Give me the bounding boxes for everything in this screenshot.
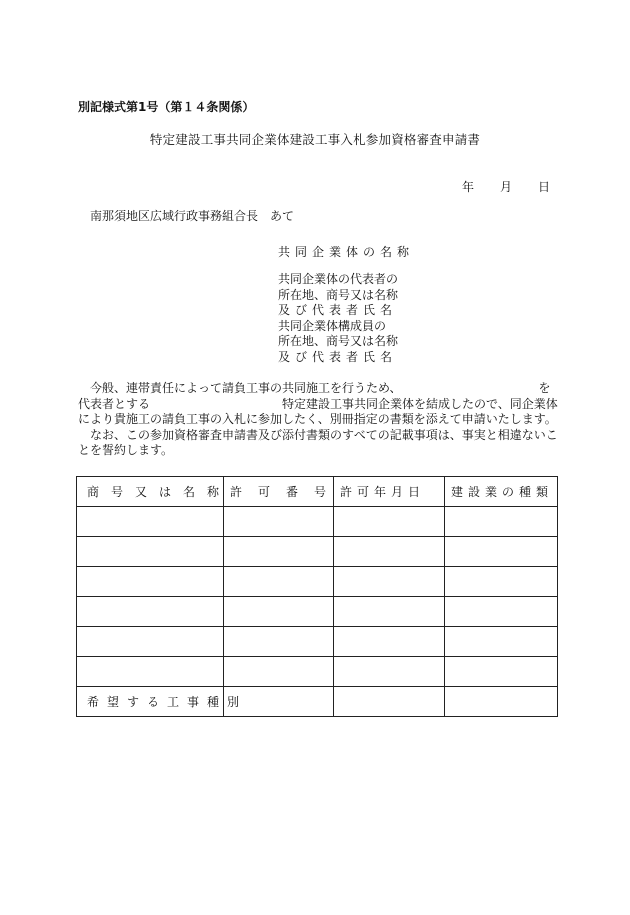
jv-name-label: [278, 245, 414, 261]
date-year: 年: [462, 180, 475, 194]
table-cell: [334, 507, 445, 537]
table-row: [77, 537, 558, 567]
jv-name-text: 共同企業体の名称: [278, 245, 415, 259]
header-license-number: 許可番号: [224, 477, 334, 507]
registration-table: [76, 476, 558, 717]
body-line-1b: を: [538, 381, 551, 395]
body-line-4: [78, 428, 556, 444]
rep-line-2: 所在地、商号又は名称: [278, 287, 399, 302]
table-row: [77, 567, 558, 597]
table-footer-row: [77, 687, 558, 717]
table-cell: [445, 657, 558, 687]
representative-block: [278, 272, 398, 365]
document-title: 特定建設工事共同企業体建設工事入札参加資格審査申請書: [149, 132, 481, 147]
addressee: 南那須地区広域行政事務組合長 あて: [90, 209, 295, 223]
desired-work-type-label: 希望する工事種別: [77, 687, 224, 717]
table-cell: [224, 597, 334, 627]
table-cell: [224, 507, 334, 537]
declaration-text: [78, 381, 556, 459]
table-cell: [77, 537, 224, 567]
member-line-2: 所在地、商号又は名称: [278, 334, 399, 348]
body-line-5: とを誓約します。: [78, 443, 174, 457]
body-line-1: [78, 381, 556, 397]
body-line-4a: なお、この参加資格審査申請書及び添付書類のすべての記載事項は、事実と相違ないこ: [90, 427, 558, 442]
table-cell: [334, 537, 445, 567]
table-cell: [445, 597, 558, 627]
table-cell: [77, 507, 224, 537]
table-cell: [334, 657, 445, 687]
table-cell: [445, 687, 558, 717]
body-line-2b: 特定建設工事共同企業体を結成したので、同企業体: [282, 396, 558, 411]
table-cell: [77, 597, 224, 627]
table-cell: [334, 687, 445, 717]
body-line-3: により貴施工の請負工事の入札に参加したく、別冊指定の書類を添えて申請いたします。: [78, 412, 557, 426]
header-license-date: 許可年月日: [334, 477, 445, 507]
table-cell: [224, 567, 334, 597]
form-number: 別記様式第1号（第１４条関係）: [78, 100, 255, 114]
table-cell: [77, 627, 224, 657]
table-header-row: [77, 477, 558, 507]
table-cell: [224, 657, 334, 687]
table-cell: [445, 567, 558, 597]
table-cell: [77, 567, 224, 597]
table-row: [77, 507, 558, 537]
table-cell: [334, 627, 445, 657]
table-cell: [224, 627, 334, 657]
body-line-2a: 代表者とする: [78, 396, 151, 411]
table-cell: [224, 537, 334, 567]
table-cell: [445, 507, 558, 537]
header-company-name: 商号又は名称: [77, 477, 224, 507]
table-cell: [445, 627, 558, 657]
table-cell: [445, 537, 558, 567]
member-line-1: 共同企業体構成員の: [278, 318, 387, 333]
body-line-1a: 今般、連帯責任によって請負工事の共同施工を行うため、: [90, 381, 402, 395]
date-line: [462, 178, 550, 195]
rep-line-3: 及び代表者氏名: [278, 303, 398, 317]
rep-line-1: 共同企業体の代表者の: [278, 272, 399, 286]
date-day: 日: [538, 180, 551, 194]
table-row: [77, 597, 558, 627]
date-month: 月: [500, 180, 513, 194]
table-cell: [334, 567, 445, 597]
table-row: [77, 627, 558, 657]
table-cell: [77, 657, 224, 687]
table-row: [77, 657, 558, 687]
table-cell: [334, 597, 445, 627]
body-line-2: [78, 397, 556, 413]
member-line-3: 及び代表者氏名: [278, 349, 398, 364]
header-business-type: 建設業の種類: [445, 477, 558, 507]
